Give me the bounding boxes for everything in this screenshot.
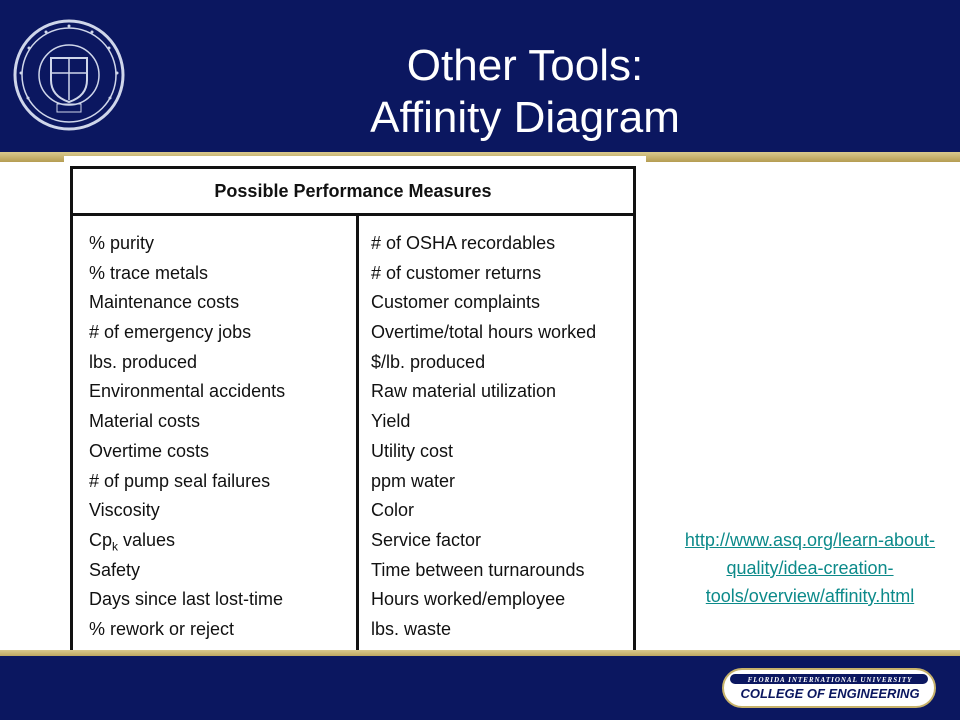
- measure-item: ppm water: [371, 470, 456, 491]
- measure-item: Environmental accidents: [89, 381, 286, 402]
- footer-university-name: FLORIDA INTERNATIONAL UNIVERSITY: [747, 676, 913, 684]
- measure-item: Viscosity: [89, 500, 160, 521]
- measure-item: Days since last lost-time: [89, 589, 284, 610]
- cpk-suffix: values: [118, 529, 176, 550]
- slide-title: [330, 40, 720, 144]
- table-header: Possible Performance Measures: [73, 169, 633, 216]
- performance-measures-table-image: [64, 156, 646, 720]
- measure-item: % rework or reject: [89, 618, 235, 639]
- fiu-seal-icon: [12, 18, 126, 132]
- measure-item: Service factor: [371, 529, 482, 550]
- measure-item: # of pump seal failures: [89, 470, 271, 491]
- measure-item: Hours worked/employee: [371, 589, 566, 610]
- table-frame: [70, 166, 636, 716]
- footer-college-name: COLLEGE OF ENGINEERING: [740, 686, 920, 701]
- measure-item: Overtime/total hours worked: [371, 322, 597, 343]
- measure-item: Customer complaints: [371, 292, 541, 313]
- right-measures-list: [371, 229, 596, 704]
- measure-item: Overtime costs: [89, 440, 210, 461]
- measure-item: Maintenance costs: [89, 292, 240, 313]
- measure-item: lbs. produced: [89, 351, 198, 372]
- measure-item: $/lb. produced: [371, 351, 486, 372]
- measure-item: Raw material utilization: [371, 381, 557, 402]
- measure-item: # of customer returns: [371, 262, 542, 283]
- measure-item: # of OSHA recordables: [371, 233, 556, 253]
- measure-item: # of emergency jobs: [89, 322, 252, 343]
- measure-item: Time between turnarounds: [371, 559, 585, 580]
- measure-item: Material costs: [89, 411, 201, 432]
- measure-item: Yield: [371, 411, 411, 432]
- cpk-subscript: k: [112, 539, 119, 554]
- measure-item: Safety: [89, 559, 141, 580]
- left-measures-list: [89, 229, 285, 704]
- slide-title-line-2: Affinity Diagram: [370, 93, 680, 142]
- measure-item: Utility cost: [371, 440, 454, 461]
- measure-item: % purity: [89, 233, 155, 253]
- cpk-base: Cp: [89, 529, 113, 550]
- measure-item: % trace metals: [89, 262, 209, 283]
- column-divider: [356, 216, 359, 713]
- measure-item: lbs. waste: [371, 618, 452, 639]
- measure-item: Color: [371, 500, 415, 521]
- measure-item: [89, 526, 285, 556]
- slide-title-line-1: Other Tools:: [406, 41, 644, 90]
- asq-affinity-link[interactable]: http://www.asq.org/learn-about-quality/idea-creation-tools/overview/affinity.html: [684, 530, 936, 606]
